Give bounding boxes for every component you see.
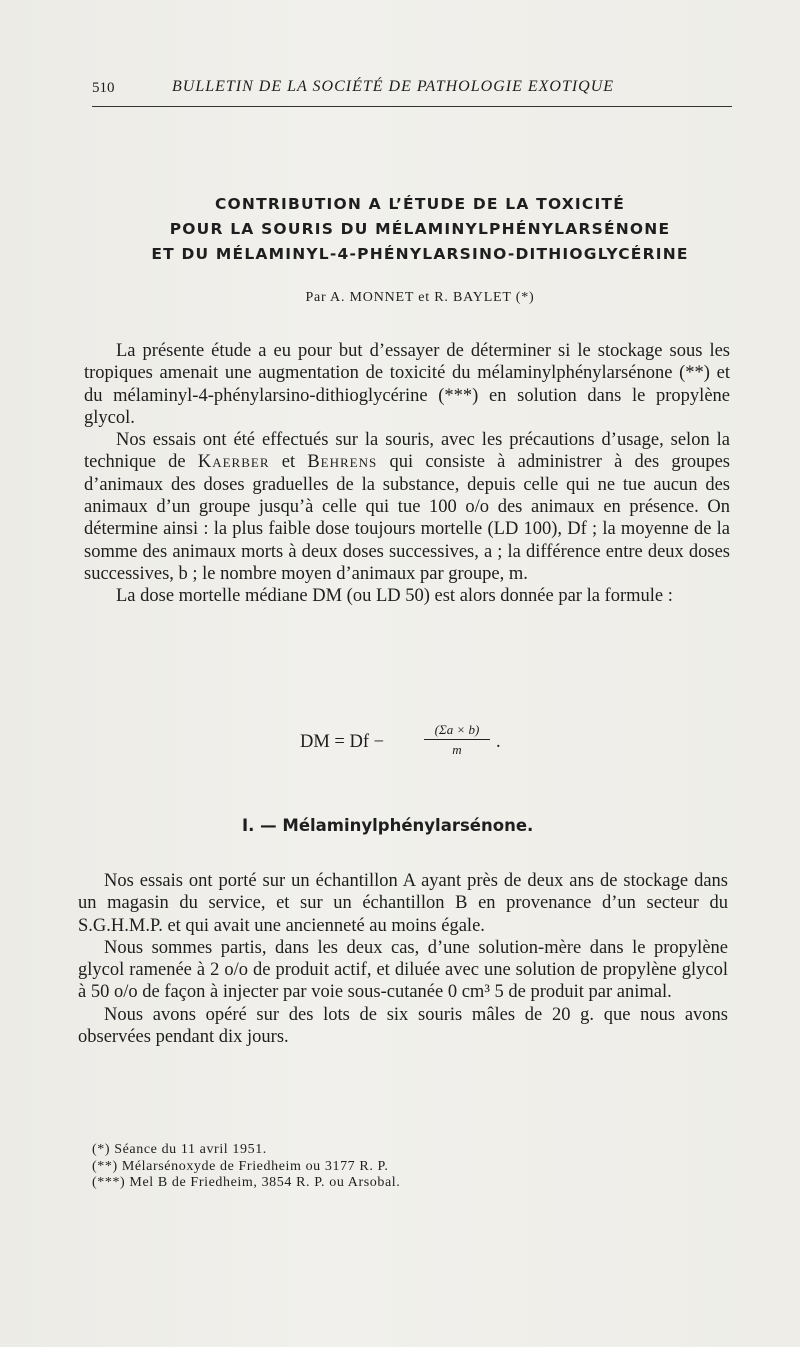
paragraph-2-rest: qui consiste à administrer à des groupes d’animaux des doses graduelles de la substance, depuis celle qui ne tue aucun des animaux d’un groupe jusqu’à celle qui tue 100 o/o des animaux en présence. On détermine ainsi : la plus faible dose toujours mortelle (LD 100), Df ; la moyenne de la somme des animaux morts à deux doses successives, a ; la différence entre deux doses successives, b ; le nombre moyen d’animaux par groupe, m.: [84, 452, 731, 584]
paragraph-2-start: Nos essais ont été effectués sur la souris, avec les précautions d’usage, selon la technique de: [84, 430, 730, 473]
body-text-section-1: [78, 870, 728, 1048]
running-head: BULLETIN DE LA SOCIÉTÉ DE PATHOLOGIE EXOTIQUE: [172, 78, 615, 95]
author-behrens: Behrens: [307, 452, 378, 473]
article-title: [100, 192, 740, 267]
footnote-3: (***) Mel B de Friedheim, 3854 R. P. ou Arsobal.: [92, 1175, 401, 1190]
paragraph-2: [84, 429, 730, 585]
paragraph-1: La présente étude a eu pour but d’essayer de déterminer si le stockage sous les tropiques amenait une augmentation de toxicité du mélaminylphénylarsénone (**) et du mélaminyl-4-phénylarsino-dithioglycérine (***) en solution dans le propylène glycol.: [84, 341, 730, 428]
formula-tail: .: [496, 732, 501, 752]
paragraph-5: Nous sommes partis, dans les deux cas, d’une solution-mère dans le propylène glycol ramenée à 2 o/o de produit actif, et diluée avec une solution de propylène glycol à 50 o/o de façon à injecter par voie sous-cutanée 0 cm³ 5 de produit par animal.: [78, 937, 728, 1003]
byline: Par A. MONNET et R. BAYLET (*): [305, 290, 535, 305]
footnote-1: (*) Séance du 11 avril 1951.: [92, 1142, 267, 1157]
body-text-intro: [84, 340, 730, 608]
formula-numerator: (Σa × b): [424, 722, 490, 740]
formula-fraction: [424, 722, 490, 758]
title-line-3: ET DU MÉLAMINYL-4-PHÉNYLARSINO-DITHIOGLYCÉRINE: [151, 245, 689, 263]
paragraph-2-and: et: [269, 452, 308, 473]
page-number: 510: [92, 80, 115, 96]
header-rule: [92, 106, 732, 107]
section-heading: I. — Mélaminylphénylarsénone.: [242, 816, 534, 835]
footnote-2: (**) Mélarsénoxyde de Friedheim ou 3177 R. P.: [92, 1158, 389, 1174]
paragraph-3: La dose mortelle médiane DM (ou LD 50) est alors donnée par la formule :: [116, 586, 673, 607]
formula-main: DM = Df −: [300, 732, 385, 752]
title-line-2: POUR LA SOURIS DU MÉLAMINYLPHÉNYLARSÉNONE: [169, 220, 671, 238]
formula-denominator: m: [452, 742, 462, 757]
title-line-1: CONTRIBUTION A L’ÉTUDE DE LA TOXICITÉ: [214, 195, 625, 213]
paragraph-6: Nous avons opéré sur des lots de six souris mâles de 20 g. que nous avons observées pendant dix jours.: [78, 1004, 728, 1048]
page-header: [92, 78, 762, 108]
author-kaerber: Kaerber: [197, 452, 270, 473]
paragraph-4: Nos essais ont porté sur un échantillon A ayant près de deux ans de stockage dans un magasin du service, et sur un échantillon B en provenance d’un secteur du S.G.H.M.P. et qui avait une ancienneté au moins égale.: [78, 871, 728, 936]
formula: [300, 722, 540, 768]
footnotes: [92, 1142, 692, 1192]
